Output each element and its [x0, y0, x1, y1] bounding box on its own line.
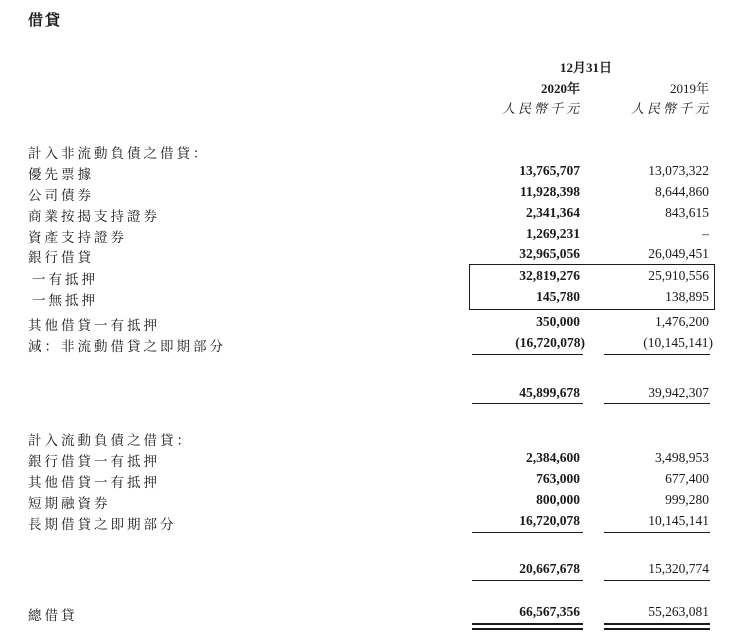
header-unit-2019: 人民幣千元 — [630, 101, 711, 116]
row-value-2019: 843,615 — [665, 205, 709, 220]
rule — [472, 580, 583, 581]
row-label: 減：非流動借貸之即期部分 — [28, 339, 226, 354]
rule — [472, 354, 583, 355]
header-unit-2020: 人民幣千元 — [501, 101, 582, 116]
row-label: 長期借貸之即期部分 — [28, 517, 177, 532]
current-subtotal-2019: 15,320,774 — [648, 561, 709, 576]
total-2019: 55,263,081 — [648, 604, 709, 619]
rule — [472, 403, 583, 404]
row-value-2019: 138,895 — [665, 289, 709, 304]
row-value-2020: (16,720,078) — [515, 335, 585, 350]
row-value-2019: – — [702, 226, 709, 241]
row-label: 一無抵押 — [32, 293, 98, 308]
row-label: 優先票據 — [28, 167, 94, 182]
row-value-2019: 8,644,860 — [655, 184, 709, 199]
row-value-2019: 677,400 — [665, 471, 709, 486]
row-label: 銀行借貸 — [28, 250, 94, 265]
row-value-2019: 3,498,953 — [655, 450, 709, 465]
row-label: 公司債券 — [28, 188, 94, 203]
row-value-2020: 16,720,078 — [519, 513, 580, 528]
row-label: 其他借貸一有抵押 — [28, 475, 160, 490]
row-label: 銀行借貸一有抵押 — [28, 454, 160, 469]
row-label: 其他借貸一有抵押 — [28, 318, 160, 333]
non-current-subtotal-2019: 39,942,307 — [648, 385, 709, 400]
row-label: 商業按揭支持證券 — [28, 209, 160, 224]
rule — [604, 580, 710, 581]
row-value-2020: 145,780 — [536, 289, 580, 304]
rule — [472, 532, 583, 533]
page-title: 借貸 — [28, 13, 63, 29]
row-value-2019: 26,049,451 — [648, 246, 709, 261]
non-current-heading: 計入非流動負債之借貸： — [28, 146, 210, 161]
row-value-2019: 10,145,141 — [648, 513, 709, 528]
total-2020: 66,567,356 — [519, 604, 580, 619]
header-date: 12月31日 — [560, 60, 613, 75]
current-subtotal-2020: 20,667,678 — [519, 561, 580, 576]
row-value-2020: 13,765,707 — [519, 163, 580, 178]
row-value-2020: 11,928,398 — [519, 184, 580, 199]
double-rule-bottom — [604, 628, 710, 630]
row-value-2019: 13,073,322 — [648, 163, 709, 178]
rule — [604, 532, 710, 533]
row-value-2020: 32,965,056 — [519, 246, 580, 261]
row-value-2020: 2,341,364 — [526, 205, 580, 220]
row-value-2019: 1,476,200 — [655, 314, 709, 329]
double-rule-top — [604, 623, 710, 625]
total-label: 總借貸 — [28, 608, 78, 623]
row-value-2019: 999,280 — [665, 492, 709, 507]
row-label: 資產支持證券 — [28, 230, 127, 245]
row-value-2019: 25,910,556 — [648, 268, 709, 283]
header-year-2020: 2020年 — [540, 81, 580, 96]
double-rule-bottom — [472, 628, 583, 630]
row-value-2020: 1,269,231 — [526, 226, 580, 241]
row-value-2020: 2,384,600 — [526, 450, 580, 465]
row-value-2020: 32,819,276 — [519, 268, 580, 283]
row-value-2020: 350,000 — [536, 314, 580, 329]
row-value-2019: (10,145,141) — [643, 335, 713, 350]
row-label: 一有抵押 — [32, 272, 98, 287]
non-current-subtotal-2020: 45,899,678 — [519, 385, 580, 400]
double-rule-top — [472, 623, 583, 625]
row-label: 短期融資券 — [28, 496, 111, 511]
row-value-2020: 763,000 — [536, 471, 580, 486]
row-value-2020: 800,000 — [536, 492, 580, 507]
current-heading: 計入流動負債之借貸： — [28, 433, 193, 448]
rule — [604, 403, 710, 404]
rule — [604, 354, 710, 355]
header-year-2019: 2019年 — [669, 81, 709, 96]
